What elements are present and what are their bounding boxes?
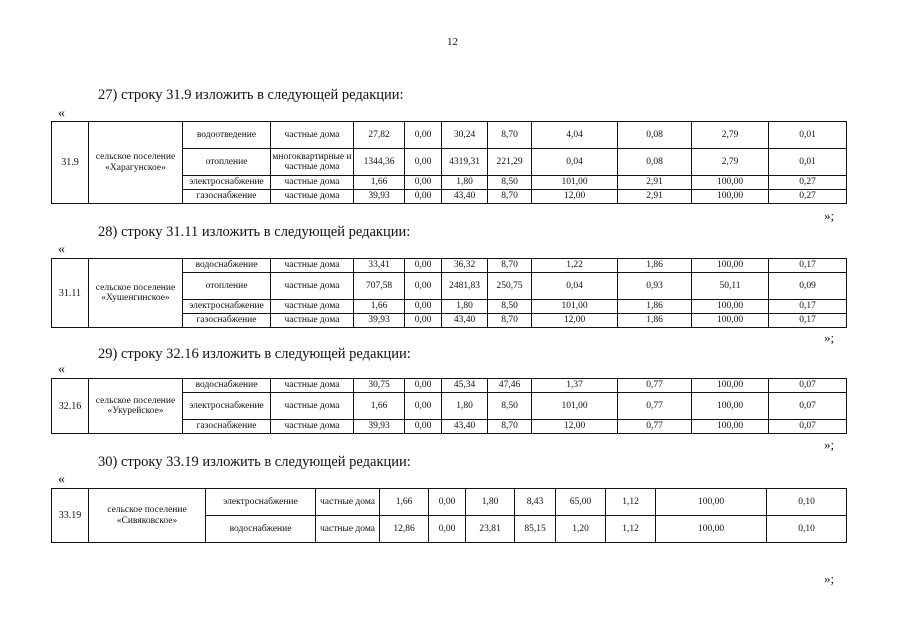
value-cell: 43,40 (442, 314, 488, 328)
value-cell: 30,24 (442, 122, 488, 149)
value-cell: 0,07 (769, 379, 847, 393)
value-cell: 1,86 (618, 259, 692, 273)
housing-cell: частные дома (271, 259, 354, 273)
value-cell: 0,08 (618, 149, 692, 176)
section-table (51, 488, 847, 543)
value-cell: 100,00 (692, 176, 769, 190)
value-cell: 1,66 (354, 393, 405, 420)
value-cell: 12,00 (532, 420, 618, 434)
value-cell: 1,80 (442, 393, 488, 420)
value-cell: 101,00 (532, 393, 618, 420)
value-cell: 0,00 (405, 300, 442, 314)
service-cell: отопление (183, 273, 271, 300)
value-cell: 0,00 (405, 176, 442, 190)
value-cell: 0,10 (767, 516, 847, 543)
value-cell: 0,00 (405, 393, 442, 420)
value-cell: 8,70 (488, 259, 532, 273)
value-cell: 0,77 (618, 379, 692, 393)
housing-cell: многоквартирные и частные дома (271, 149, 354, 176)
value-cell: 1,66 (380, 489, 429, 516)
value-cell: 65,00 (556, 489, 606, 516)
service-cell: отопление (183, 149, 271, 176)
value-cell: 8,43 (515, 489, 556, 516)
value-cell: 1,80 (466, 489, 515, 516)
settlement-name: сельское поселение «Укурейское» (89, 379, 183, 434)
value-cell: 43,40 (442, 190, 488, 204)
value-cell: 2481,83 (442, 273, 488, 300)
housing-cell: частные дома (271, 190, 354, 204)
value-cell: 33,41 (354, 259, 405, 273)
value-cell: 0,17 (769, 259, 847, 273)
value-cell: 39,93 (354, 314, 405, 328)
value-cell: 8,70 (488, 314, 532, 328)
settlement-name: сельское поселение «Харагунское» (89, 122, 183, 204)
value-cell: 0,17 (769, 300, 847, 314)
value-cell: 0,17 (769, 314, 847, 328)
value-cell: 2,79 (692, 122, 769, 149)
service-cell: электроснабжение (206, 489, 316, 516)
value-cell: 100,00 (692, 420, 769, 434)
value-cell: 0,27 (769, 190, 847, 204)
service-cell: водоснабжение (183, 259, 271, 273)
value-cell: 250,75 (488, 273, 532, 300)
value-cell: 0,00 (405, 149, 442, 176)
value-cell: 0,77 (618, 420, 692, 434)
value-cell: 12,86 (380, 516, 429, 543)
value-cell: 100,00 (656, 489, 767, 516)
service-cell: газоснабжение (183, 190, 271, 204)
value-cell: 0,04 (532, 149, 618, 176)
value-cell: 2,79 (692, 149, 769, 176)
value-cell: 8,70 (488, 190, 532, 204)
value-cell: 85,15 (515, 516, 556, 543)
value-cell: 50,11 (692, 273, 769, 300)
value-cell: 4,04 (532, 122, 618, 149)
section-heading: 29) строку 32.16 изложить в следующей редакции: (98, 346, 411, 362)
close-quote: »; (824, 437, 835, 452)
service-cell: водоотведение (183, 122, 271, 149)
service-cell: газоснабжение (183, 420, 271, 434)
value-cell: 1,12 (606, 516, 656, 543)
value-cell: 1,20 (556, 516, 606, 543)
section-table (51, 121, 847, 204)
row-id: 33.19 (52, 489, 89, 543)
value-cell: 8,50 (488, 300, 532, 314)
value-cell: 27,82 (354, 122, 405, 149)
value-cell: 45,34 (442, 379, 488, 393)
value-cell: 100,00 (692, 300, 769, 314)
value-cell: 1,66 (354, 176, 405, 190)
value-cell: 1,22 (532, 259, 618, 273)
value-cell: 0,00 (429, 489, 466, 516)
service-cell: водоснабжение (183, 379, 271, 393)
value-cell: 1,80 (442, 300, 488, 314)
value-cell: 100,00 (656, 516, 767, 543)
value-cell: 1,86 (618, 300, 692, 314)
close-quote: »; (824, 571, 835, 586)
service-cell: газоснабжение (183, 314, 271, 328)
housing-cell: частные дома (316, 516, 380, 543)
housing-cell: частные дома (271, 393, 354, 420)
value-cell: 0,00 (429, 516, 466, 543)
value-cell: 0,27 (769, 176, 847, 190)
open-quote: « (58, 472, 65, 487)
value-cell: 0,10 (767, 489, 847, 516)
value-cell: 30,75 (354, 379, 405, 393)
value-cell: 100,00 (692, 190, 769, 204)
value-cell: 0,09 (769, 273, 847, 300)
page-number: 12 (447, 36, 458, 48)
value-cell: 0,07 (769, 420, 847, 434)
housing-cell: частные дома (271, 273, 354, 300)
value-cell: 4319,31 (442, 149, 488, 176)
value-cell: 221,29 (488, 149, 532, 176)
value-cell: 0,00 (405, 122, 442, 149)
value-cell: 39,93 (354, 420, 405, 434)
housing-cell: частные дома (271, 379, 354, 393)
housing-cell: частные дома (271, 420, 354, 434)
value-cell: 0,77 (618, 393, 692, 420)
value-cell: 101,00 (532, 176, 618, 190)
service-cell: электроснабжение (183, 393, 271, 420)
value-cell: 1,66 (354, 300, 405, 314)
value-cell: 2,91 (618, 190, 692, 204)
open-quote: « (58, 362, 65, 377)
row-id: 31.11 (52, 259, 89, 328)
row-id: 31.9 (52, 122, 89, 204)
housing-cell: частные дома (271, 176, 354, 190)
settlement-name: сельское поселение «Хушенгинское» (89, 259, 183, 328)
value-cell: 101,00 (532, 300, 618, 314)
section-heading: 28) строку 31.11 изложить в следующей редакции: (98, 224, 411, 240)
value-cell: 36,32 (442, 259, 488, 273)
value-cell: 8,70 (488, 122, 532, 149)
value-cell: 0,04 (532, 273, 618, 300)
value-cell: 1,80 (442, 176, 488, 190)
section-table (51, 378, 847, 434)
value-cell: 23,81 (466, 516, 515, 543)
close-quote: »; (824, 208, 835, 223)
settlement-name: сельское поселение «Сивяковское» (89, 489, 206, 543)
value-cell: 0,01 (769, 149, 847, 176)
value-cell: 100,00 (692, 379, 769, 393)
open-quote: « (58, 242, 65, 257)
housing-cell: частные дома (271, 314, 354, 328)
value-cell: 100,00 (692, 314, 769, 328)
housing-cell: частные дома (271, 300, 354, 314)
value-cell: 0,00 (405, 420, 442, 434)
close-quote: »; (824, 330, 835, 345)
value-cell: 0,08 (618, 122, 692, 149)
value-cell: 0,00 (405, 273, 442, 300)
value-cell: 8,50 (488, 393, 532, 420)
value-cell: 0,07 (769, 393, 847, 420)
value-cell: 12,00 (532, 314, 618, 328)
value-cell: 8,70 (488, 420, 532, 434)
value-cell: 0,93 (618, 273, 692, 300)
value-cell: 1,37 (532, 379, 618, 393)
service-cell: электроснабжение (183, 300, 271, 314)
value-cell: 1,12 (606, 489, 656, 516)
value-cell: 2,91 (618, 176, 692, 190)
value-cell: 12,00 (532, 190, 618, 204)
row-id: 32.16 (52, 379, 89, 434)
value-cell: 1344,36 (354, 149, 405, 176)
section-heading: 27) строку 31.9 изложить в следующей редакции: (98, 87, 404, 103)
value-cell: 707,58 (354, 273, 405, 300)
section-heading: 30) строку 33.19 изложить в следующей редакции: (98, 454, 411, 470)
value-cell: 100,00 (692, 393, 769, 420)
section-table (51, 258, 847, 328)
value-cell: 100,00 (692, 259, 769, 273)
value-cell: 0,00 (405, 379, 442, 393)
value-cell: 1,86 (618, 314, 692, 328)
value-cell: 39,93 (354, 190, 405, 204)
value-cell: 8,50 (488, 176, 532, 190)
value-cell: 0,00 (405, 190, 442, 204)
value-cell: 43,40 (442, 420, 488, 434)
value-cell: 0,01 (769, 122, 847, 149)
open-quote: « (58, 106, 65, 121)
housing-cell: частные дома (316, 489, 380, 516)
service-cell: водоснабжение (206, 516, 316, 543)
service-cell: электроснабжение (183, 176, 271, 190)
value-cell: 47,46 (488, 379, 532, 393)
value-cell: 0,00 (405, 259, 442, 273)
housing-cell: частные дома (271, 122, 354, 149)
value-cell: 0,00 (405, 314, 442, 328)
